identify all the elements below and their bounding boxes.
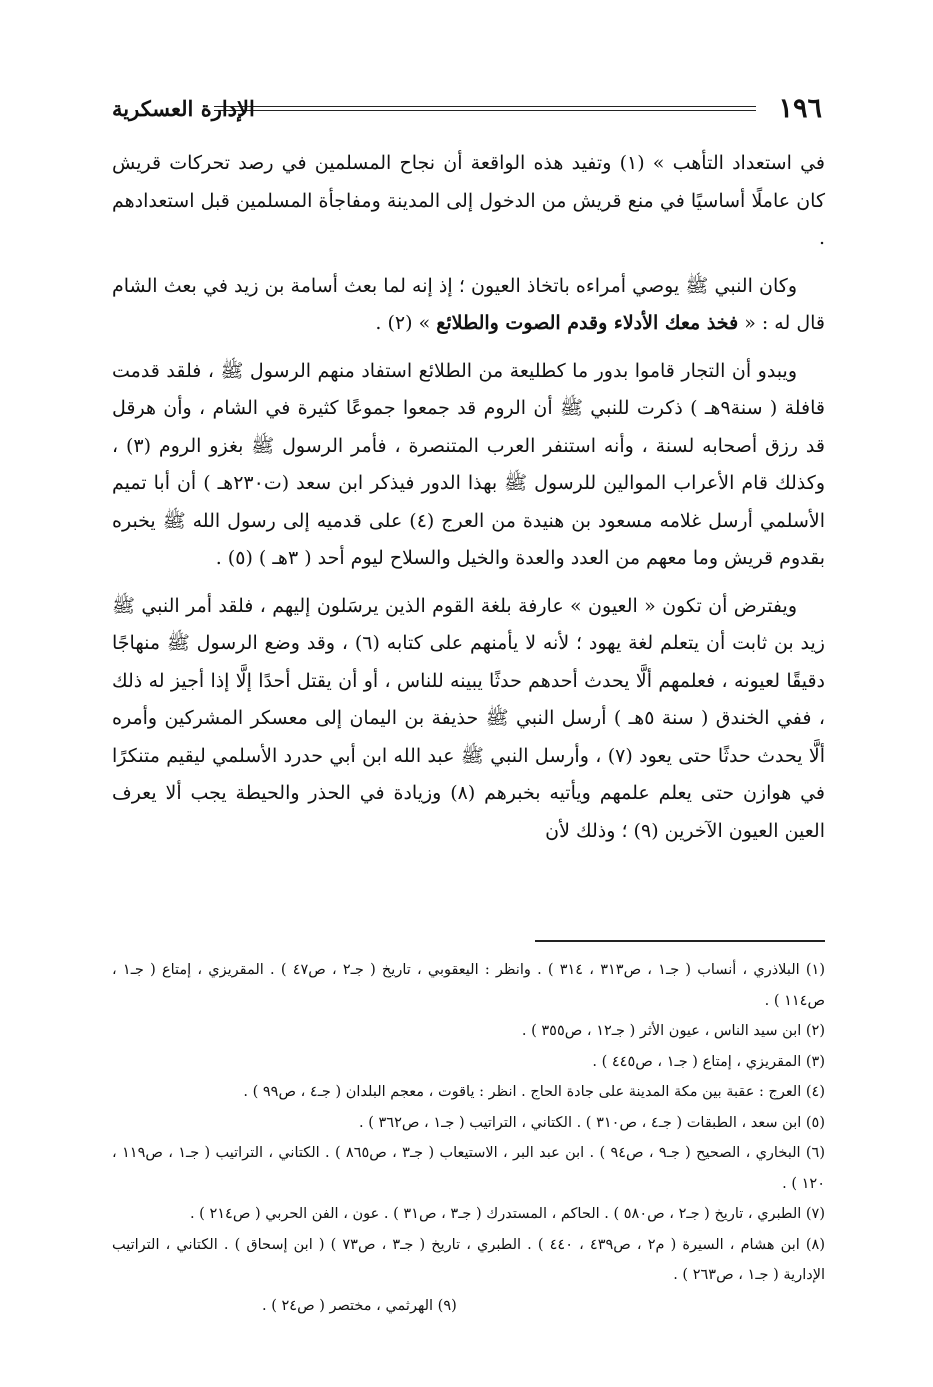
hadith-quote: فخذ معك الأدلاء وقدم الصوت والطلائع (436, 312, 739, 334)
main-text (112, 145, 825, 860)
paragraph-2-text: وكان النبي ﷺ يوصي أمراءه باتخاذ العيون ؛ إذ إنه لما بعث أسامة بن زيد في بعث الشام قال له : « (112, 274, 825, 334)
footnote-separator (535, 940, 825, 942)
paragraph-3-text: ويبدو أن التجار قاموا بدور ما كطليعة من الطلائع استفاد منهم الرسول ﷺ ، فلقد قدمت قافلة ( سنة٩هـ ) ذكرت للنبي ﷺ أن الروم قد جمعوا جموعًا كثيرة في الشام ، وأن هرقل قد رزق أصحابه لسنة ، وأنه استنفر العرب المتنصرة ، فأمر الرسول ﷺ بغزو الروم (٣) ، وكذلك قام الأعراب الموالين للرسول ﷺ بهذا الدور فيذكر ابن سعد (ت٢٣٠هـ ) أن أبا تميم الأسلمي أرسل غلامه مسعود بن هنيدة من العرج (٤) على قدميه إلى رسول الله ﷺ يخبره بقدوم قريش وما معهم من العدد والعدة والخيل والسلاح ليوم أحد ( ٣هـ ) (٥) . (112, 359, 826, 569)
running-title: الإدارة العسكرية (112, 96, 255, 121)
page-number: ١٩٦ (778, 93, 822, 124)
footnote-3: (٣) المقريزي ، إمتاع ( جـ١ ، ص٤٤٥ ) . (592, 1053, 825, 1070)
paragraph-2-end: » (٢) . (375, 312, 437, 334)
paragraph-2 (112, 268, 825, 343)
footnote-2: (٢) ابن سيد الناس ، عيون الأثر ( جـ١٢ ، ص٣٥٥ ) . (521, 1023, 825, 1039)
paragraph-1 (112, 145, 825, 258)
footnote-8: (٨) ابن هشام ، السيرة ( م٢ ، ص٤٣٩ ، ٤٤٠ ) . الطبري ، تاريخ ( جـ٣ ، ص٧٣ ) ( ابن إسحاق ) . الكتاني ، التراتيب الإدارية ( جـ١ ، ص٢٦٣ ) . (112, 1236, 825, 1283)
paragraph-4-text: ويفترض أن تكون « العيون » عارفة بلغة القوم الذين يرسَلون إليهم ، فلقد أمر النبي ﷺ زيد بن ثابت أن يتعلم لغة يهود ؛ لأنه لا يأمنهم على كتابه (٦) ، وقد وضع الرسول ﷺ منهاجًا دقيقًا لعيونه ، فعلمهم ألَّا يحدث أحدهم حدثًا يبينه للناس ، أو أن يقتل أحدًا إلَّا إذا أجيز له ذلك ، ففي الخندق ( سنة ٥هـ ) أرسل النبي ﷺ حذيفة بن اليمان إلى معسكر المشركين وأمره ألَّا يحدث حدثًا حتى يعود (٧) ، وأرسل النبي ﷺ عبد الله ابن أبي حدرد الأسلمي ليقيم متنكرًا في هوازن حتى يعلم علمهم ويأتيه بخبرهم (٨) وزيادة في الحذر والحيطة يجب ألا يعرف العين العيون الآخرين (٩) ؛ وذلك لأن (112, 594, 825, 842)
footnote-1: (١) البلاذري ، أنساب ( جـ١ ، ص٣١٣ ، ٣١٤ ) . وانظر : اليعقوبي ، تاريخ ( جـ٢ ، ص٤٧ ) . المقريزي ، إمتاع ( جـ١ ، ص١١٤ ) . (112, 962, 825, 1009)
paragraph-4 (112, 588, 825, 851)
header-rule (214, 106, 756, 111)
footnote-6: (٦) البخاري ، الصحيح ( جـ٩ ، ص٩٤ ) . ابن عبد البر ، الاستيعاب ( جـ٣ ، ص٨٦٥ ) . الكتاني ، التراتيب ( جـ١ ، ص١١٩ ، ١٢٠ ) . (112, 1145, 825, 1192)
footnotes (112, 955, 825, 1321)
footnote-9: (٩) الهرثمي ، مختصر ( ص٢٤ ) . (262, 1297, 457, 1314)
footnote-4: (٤) العرج : عقبة بين مكة المدينة على جادة الحاج . انظر : ياقوت ، معجم البلدان ( جـ٤ ، ص٩٩ ) . (243, 1084, 825, 1100)
paragraph-3 (112, 353, 825, 578)
paragraph-1-text: في استعداد التأهب » (١) وتفيد هذه الواقعة أن نجاح المسلمين في رصد تحركات قريش كان عاملًا أساسيًا في منع قريش من الدخول إلى المدينة ومفاجأة المسلمين قبل استعدادهم . (112, 152, 825, 249)
footnote-7: (٧) الطبري ، تاريخ ( جـ٢ ، ص٥٨٠ ) . الحاكم ، المستدرك ( جـ٣ ، ص٣١ ) . عون ، الفن الحربي ( ص٢١٤ ) . (189, 1206, 825, 1222)
running-header (112, 92, 822, 126)
footnote-5: (٥) ابن سعد ، الطبقات ( جـ٤ ، ص٣١٠ ) . الكتاني ، التراتيب ( جـ١ ، ص٣٦٢ ) . (359, 1114, 825, 1131)
